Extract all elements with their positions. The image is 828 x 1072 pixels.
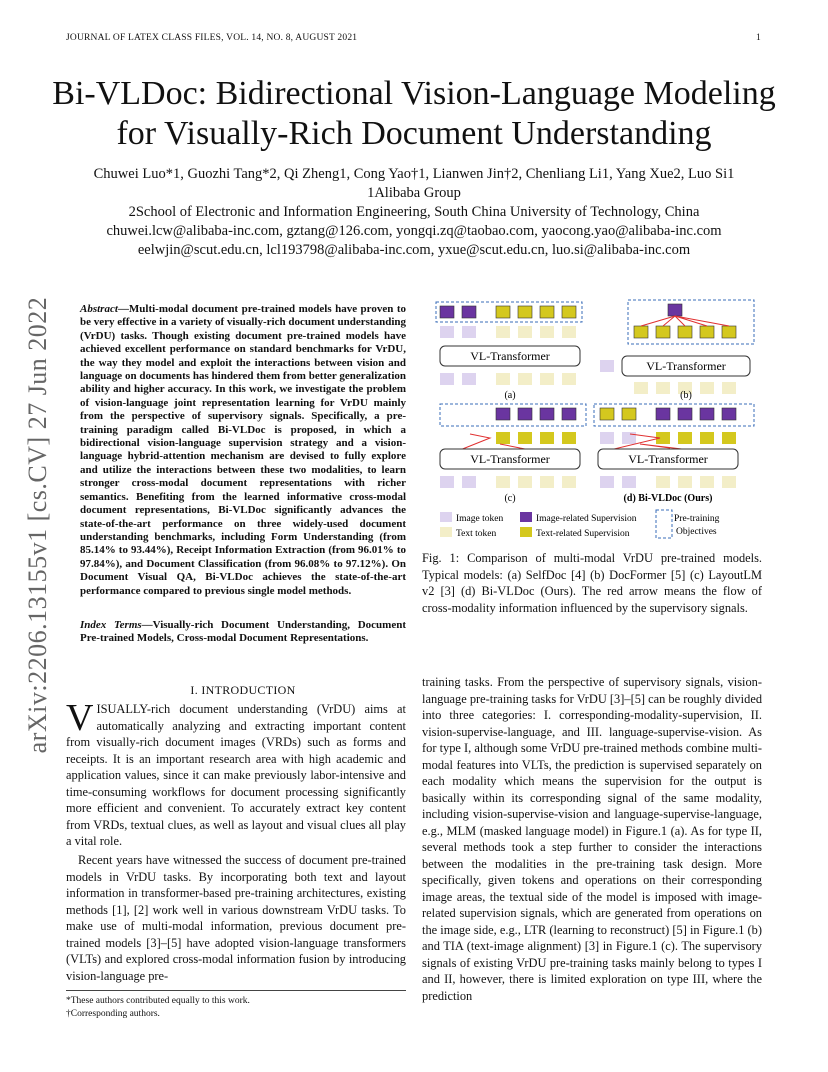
text-sup-box: [562, 306, 576, 318]
figure-1: [430, 298, 760, 542]
text-token: [496, 373, 510, 385]
image-token: [600, 476, 614, 488]
text-token: [562, 326, 576, 338]
image-token: [440, 476, 454, 488]
image-sup-box: [656, 408, 670, 420]
text-token: [518, 432, 532, 444]
text-token: [540, 373, 554, 385]
title-line-2: for Visually-Rich Document Understanding: [116, 115, 712, 152]
arxiv-id: arXiv:2206.13155v1 [cs.CV] 27 Jun 2022: [23, 296, 52, 754]
panel-d: [594, 404, 754, 504]
image-token: [462, 476, 476, 488]
subcaption-b: (b): [680, 390, 692, 401]
vl-transformer-label: VL-Transformer: [470, 452, 550, 466]
vl-transformer-label: VL-Transformer: [628, 452, 708, 466]
text-token: [656, 476, 670, 488]
intro-right-column: training tasks. From the perspective of supervisory signals, vision-language pre-training tasks for VrDU [3]–[5] can be roughly divided into three categories: I. corresponding-modality-supervision, II. vision-supervise-language, and III. language-supervise-vision. As for type I, although some VrDU pre-trained methods combine multi-modal features into VLTs, the prediction is supervised separately on each modality which means the supervision for the output is basically within its corresponding signal of the same modality, including vision-supervise-vision and language-supervise-language, e.g., MLM (masked language model) in Figure.1 (a). As for type II, several methods took a step further to consider the interactions between the modalities in the pre-training task design. More specifically, given tokens and operations on their corresponding image areas, the textual side of the model is imposed with image-related supervision signals, which are generated from operations on the image side, e.g., LTR (learning to reconstruct) [5] in Figure.1 (b) and TIA (text-image alignment) [3] in Figure.1 (c). The supervisory signals of existing VrDU pre-training tasks mainly belong to types I and II, however, there is limited exploration on type III, where the prediction: [422, 675, 763, 1003]
affiliation-2: 2School of Electronic and Information Engineering, South China University of Technology, China: [128, 204, 700, 220]
text-token: [678, 476, 692, 488]
panel-c: [440, 404, 586, 504]
image-sup-box: [440, 306, 454, 318]
text-token: [496, 476, 510, 488]
image-sup-box: [496, 408, 510, 420]
text-token: [562, 432, 576, 444]
text-sup-box: [600, 408, 614, 420]
abstract-text: —Multi-modal document pre-trained models have proven to be very effective in a variety of visually-rich document understanding (VrDU) tasks. Though existing document pre-trained models have achieved excellent performance on standard benchmarks for VrDU, the way they model and exploit the interactions between vision and language on documents has hindered them from better generalization ability and higher accuracy. In this work, we investigate the problem of vision-language joint representation learning for VrDU mainly from the perspective of supervisory signals. Specifically, a pre-training paradigm called Bi-VLDoc is proposed, in which a bidirectional vision-language supervision strategy and a vision-language hybrid-attention mechanism are devised to fully explore and utilize the interactions between these two modalities, to learn stronger cross-modal document representations with richer semantics. Benefiting from the learned informative cross-modal document representations, Bi-VLDoc significantly advances the state-of-the-art performance on three widely-used document understanding benchmarks, including Form Understanding (from 85.14% to 93.44%), Receipt Information Extraction (from 96.01% to 97.84%), and Document Classification (from 96.08% to 97.12%). On Document Visual QA, Bi-VLDoc achieves the state-of-the-art performance compared to previous single model methods.: [80, 303, 406, 597]
text-token: [496, 326, 510, 338]
text-sup-box: [634, 326, 648, 338]
figure-1-diagram: [430, 298, 760, 542]
text-token: [678, 432, 692, 444]
footnote-1: *These authors contributed equally to this work.: [66, 996, 250, 1006]
intro-p1-text: ISUALLY-rich document understanding (VrDU) aims at automatically analyzing and extracting important content from visually-rich document images (VRDs) such as forms and receipts. It is an important research area with high academic and application values, since it can make previously labor-intensive and time-consuming workflows for document processing significantly more efficient and convenient. To accurately extract key content from VRDs, textual clues, as well as layout and visual clues all play a vital role.: [66, 702, 406, 848]
text-sup-box: [678, 326, 692, 338]
image-sup-box: [518, 408, 532, 420]
emails-1: chuwei.lcw@alibaba-inc.com, gztang@126.com, yongqi.zq@taobao.com, yaocong.yao@alibaba-inc.com: [106, 223, 722, 239]
paper-title: [40, 74, 788, 154]
image-sup-box: [668, 304, 682, 316]
footnotes: [66, 990, 406, 1020]
image-sup-box: [462, 306, 476, 318]
image-token: [462, 326, 476, 338]
panel-b: [600, 300, 754, 401]
image-token: [600, 360, 614, 372]
text-sup-box: [622, 408, 636, 420]
drop-cap: V: [66, 697, 94, 739]
text-sup-box: [496, 306, 510, 318]
running-header: JOURNAL OF LATEX CLASS FILES, VOL. 14, NO. 8, AUGUST 2021: [66, 33, 358, 43]
image-sup-box: [678, 408, 692, 420]
vl-transformer-label: VL-Transformer: [646, 359, 726, 373]
text-token: [562, 476, 576, 488]
text-token: [518, 476, 532, 488]
text-token: [700, 382, 714, 394]
text-token: [722, 476, 736, 488]
subcaption-c: (c): [504, 493, 516, 504]
legend-text-token-swatch: [440, 527, 452, 537]
panel-a: [436, 302, 582, 401]
text-sup-box: [722, 326, 736, 338]
index-terms-label: Index Terms: [80, 619, 142, 631]
legend-text-sup-swatch: [520, 527, 532, 537]
title-line-1: Bi-VLDoc: Bidirectional Vision-Language Modeling: [52, 75, 776, 112]
legend-objectives-2: Objectives: [676, 527, 717, 537]
text-sup-box: [700, 326, 714, 338]
image-token: [600, 432, 614, 444]
image-sup-box: [722, 408, 736, 420]
text-token: [540, 432, 554, 444]
legend-image-token-swatch: [440, 512, 452, 522]
page-number: 1: [756, 33, 761, 43]
image-sup-box: [562, 408, 576, 420]
affiliation-1: 1Alibaba Group: [367, 185, 461, 201]
legend-image-token: Image token: [456, 514, 504, 524]
text-token: [700, 432, 714, 444]
image-token: [622, 432, 636, 444]
subcaption-a: (a): [504, 390, 516, 401]
image-sup-box: [540, 408, 554, 420]
legend-objectives-1: Pre-training: [674, 514, 720, 524]
footnote-2: †Corresponding authors.: [66, 1008, 160, 1019]
index-terms: [80, 619, 406, 646]
emails-2: eelwjin@scut.edu.cn, lcl193798@alibaba-inc.com, yxue@scut.edu.cn, luo.si@alibaba-inc.com: [137, 242, 691, 258]
vl-transformer-label: VL-Transformer: [470, 349, 550, 363]
abstract-label: Abstract: [80, 303, 118, 315]
text-token: [518, 373, 532, 385]
text-token: [722, 432, 736, 444]
text-token: [496, 432, 510, 444]
legend-text-token: Text token: [456, 529, 497, 539]
image-token: [462, 373, 476, 385]
image-token: [440, 326, 454, 338]
legend-objectives-swatch: [656, 510, 672, 538]
image-sup-box: [700, 408, 714, 420]
arxiv-watermark: [8, 290, 68, 760]
cross-modal-arrows: [641, 316, 729, 326]
text-token: [634, 382, 648, 394]
figure-legend: [440, 510, 720, 539]
legend-image-sup-swatch: [520, 512, 532, 522]
legend-image-sup: Image-related Supervision: [536, 514, 637, 524]
text-sup-box: [540, 306, 554, 318]
figure-1-caption: Fig. 1: Comparison of multi-modal VrDU pre-trained models. Typical models: (a) SelfDoc [4] (b) DocFormer [5] (c) LayoutLM v2 [3] (d) Bi-VLDoc (Ours). The red arrow means the flow of cross-modality information influenced by the supervisory signals.: [422, 551, 762, 615]
section-heading: I. INTRODUCTION: [190, 683, 296, 697]
text-token: [722, 382, 736, 394]
author-names: Chuwei Luo*1, Guozhi Tang*2, Qi Zheng1, Cong Yao†1, Lianwen Jin†2, Chenliang Li1, Yang Xue2, Luo Si1: [93, 166, 735, 182]
abstract: [80, 303, 406, 598]
legend-text-sup: Text-related Supervision: [536, 529, 630, 539]
index-terms-text: —Visually-rich Document Understanding, Document Pre-trained Models, Cross-modal Document Representations.: [80, 619, 406, 645]
text-token: [518, 326, 532, 338]
text-sup-box: [656, 326, 670, 338]
intro-paragraph-2: Recent years have witnessed the success of document pre-trained models in VrDU tasks. By incorporating both text and layout information in transformer-based pre-training architectures, existing methods [1], [2] work well in various downstream VrDU tasks. To make use of multi-modal information, previous document pre-trained models [3]–[5] have adopted vision-language transformers (VLTs) and explored cross-modal information fusion by introducing vision-language pre-: [66, 853, 406, 983]
intro-paragraph-1: [66, 697, 406, 850]
text-token: [540, 326, 554, 338]
image-token: [440, 373, 454, 385]
author-block: [40, 165, 788, 260]
text-token: [656, 382, 670, 394]
text-token: [540, 476, 554, 488]
subcaption-d: (d) Bi-VLDoc (Ours): [623, 493, 713, 504]
text-token: [562, 373, 576, 385]
text-sup-box: [518, 306, 532, 318]
image-token: [622, 476, 636, 488]
text-token: [700, 476, 714, 488]
